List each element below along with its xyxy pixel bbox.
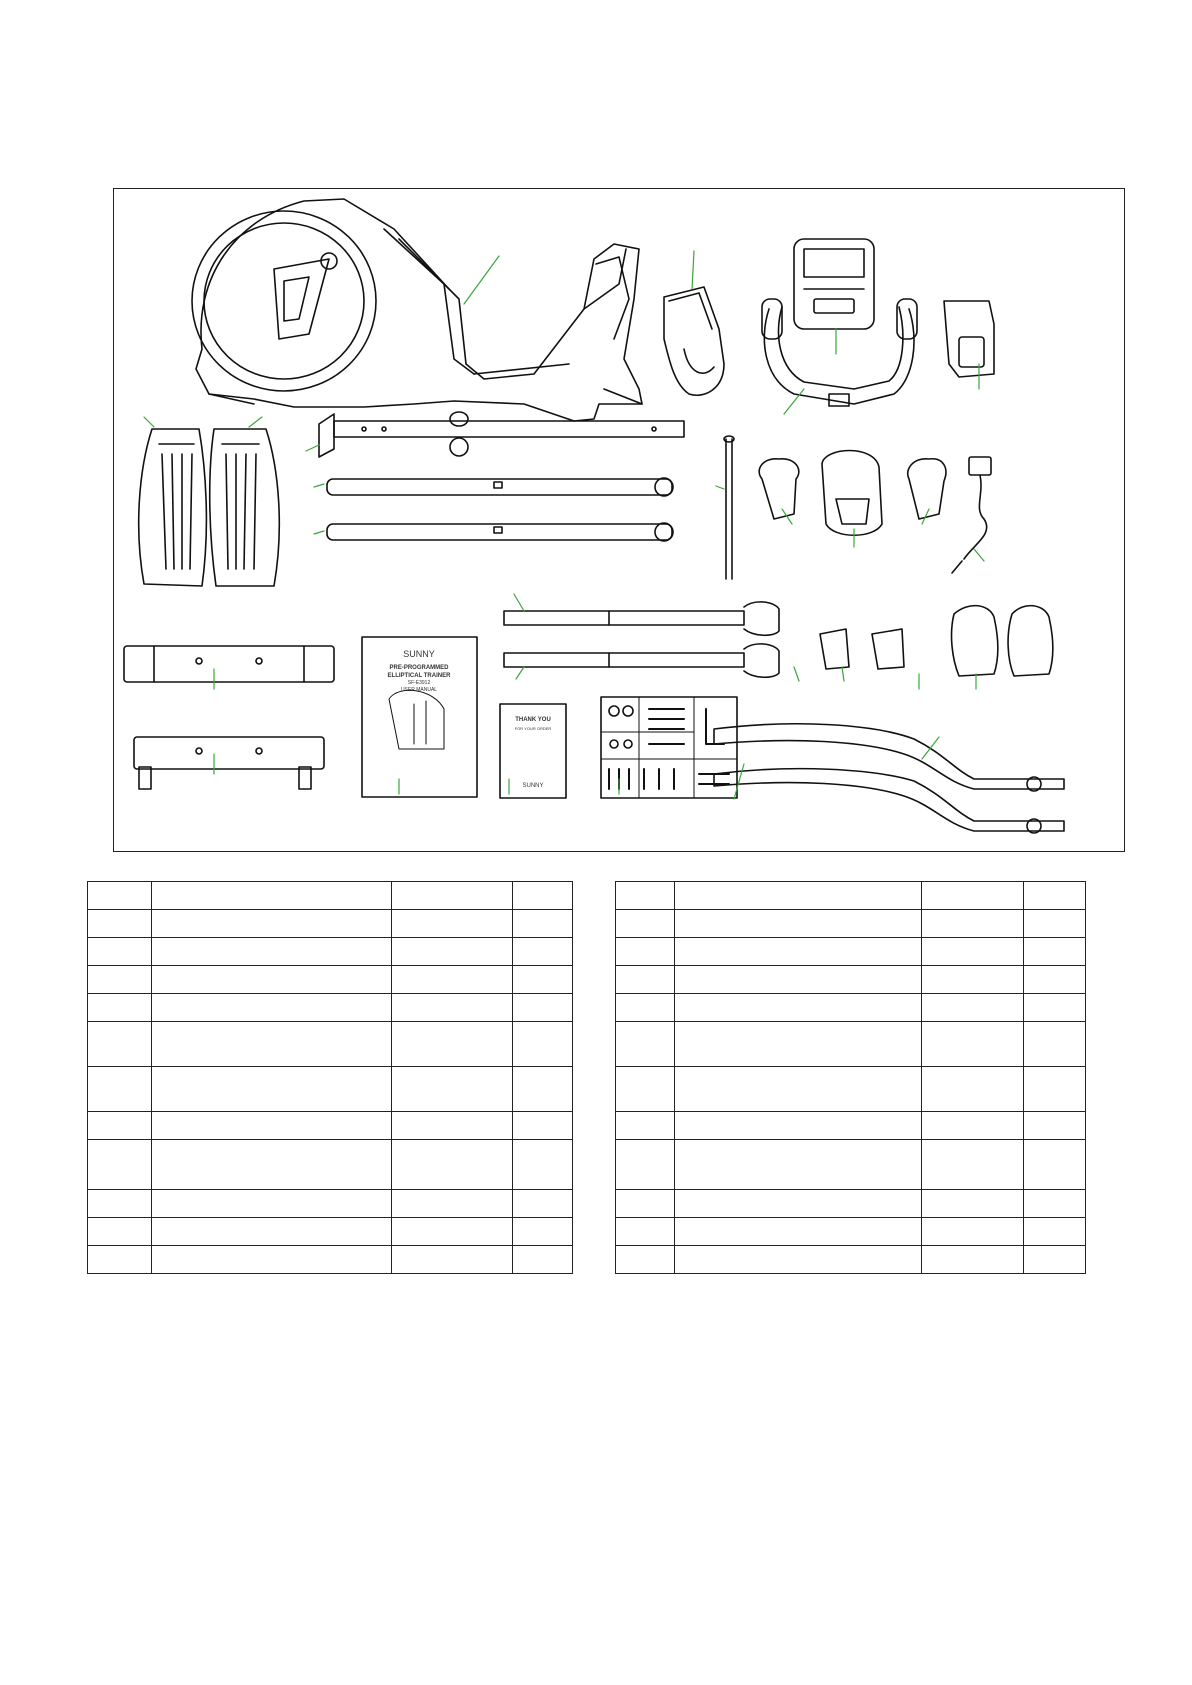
manual-model: SF-E3912 [407, 680, 431, 686]
large-cover-a-part [952, 606, 998, 676]
table-row [88, 966, 573, 994]
table-row [88, 1112, 573, 1140]
rear-arm-lower-part [504, 644, 779, 677]
table-row [616, 1067, 1086, 1112]
table-row [616, 966, 1086, 994]
parts-table-left [87, 881, 573, 1274]
joint-right-part [908, 459, 946, 519]
callout-lines [144, 251, 984, 799]
left-pedal-part [139, 429, 207, 586]
main-frame-part [192, 199, 642, 421]
table-row [88, 1067, 573, 1112]
table-row [616, 1218, 1086, 1246]
thank-you-subtitle: FOR YOUR ORDER [514, 726, 552, 731]
table-row [616, 938, 1086, 966]
pedal-arm-upper-part [327, 478, 673, 496]
thank-you-brand: SUNNY [522, 783, 544, 789]
table-row [88, 910, 573, 938]
table-row [616, 1022, 1086, 1067]
stabilizer-lower-part [134, 737, 324, 789]
axle-rod-part [724, 436, 734, 579]
table-row [616, 1140, 1086, 1190]
table-row [616, 910, 1086, 938]
table-row [88, 938, 573, 966]
rear-arm-upper-part [504, 602, 779, 635]
console-handlebar-part [762, 239, 917, 406]
table-row [88, 994, 573, 1022]
table-row [616, 1246, 1086, 1274]
table-row [88, 1218, 573, 1246]
parts-figure [113, 188, 1125, 852]
table-row [88, 882, 573, 910]
handle-bar-upper-part [714, 724, 1064, 791]
pedal-arm-lower-part [327, 523, 673, 541]
bracket-cover-part [944, 301, 994, 377]
parts-table-right-body [616, 882, 1086, 1274]
small-cover-b-part [872, 629, 904, 669]
table-row [88, 1022, 573, 1067]
table-row [88, 1190, 573, 1218]
user-manual-part [362, 637, 477, 797]
table-row [88, 1246, 573, 1274]
parts-table-left-body [88, 882, 573, 1274]
mast-cover-part [822, 451, 882, 536]
joint-left-part [759, 459, 799, 519]
table-row [616, 1112, 1086, 1140]
rail-bracket-part [319, 412, 684, 457]
right-pedal-part [210, 429, 280, 586]
hardware-card-part [601, 697, 737, 798]
stabilizer-upper-part [124, 646, 334, 682]
table-row [88, 1140, 573, 1190]
manual-brand: SUNNY [403, 649, 435, 659]
manual-line3: USER MANUAL [400, 687, 438, 693]
small-cover-a-part [820, 629, 849, 669]
manual-line1: PRE-PROGRAMMED [389, 665, 449, 671]
large-cover-b-part [1008, 606, 1053, 676]
manual-line2: ELLIPTICAL TRAINER [387, 673, 451, 679]
table-row [616, 1190, 1086, 1218]
front-cover-part [664, 287, 724, 395]
parts-table-right [615, 881, 1086, 1274]
thank-you-title: THANK YOU [515, 717, 551, 723]
table-row [616, 882, 1086, 910]
table-row [616, 994, 1086, 1022]
power-adapter-part [952, 457, 991, 573]
